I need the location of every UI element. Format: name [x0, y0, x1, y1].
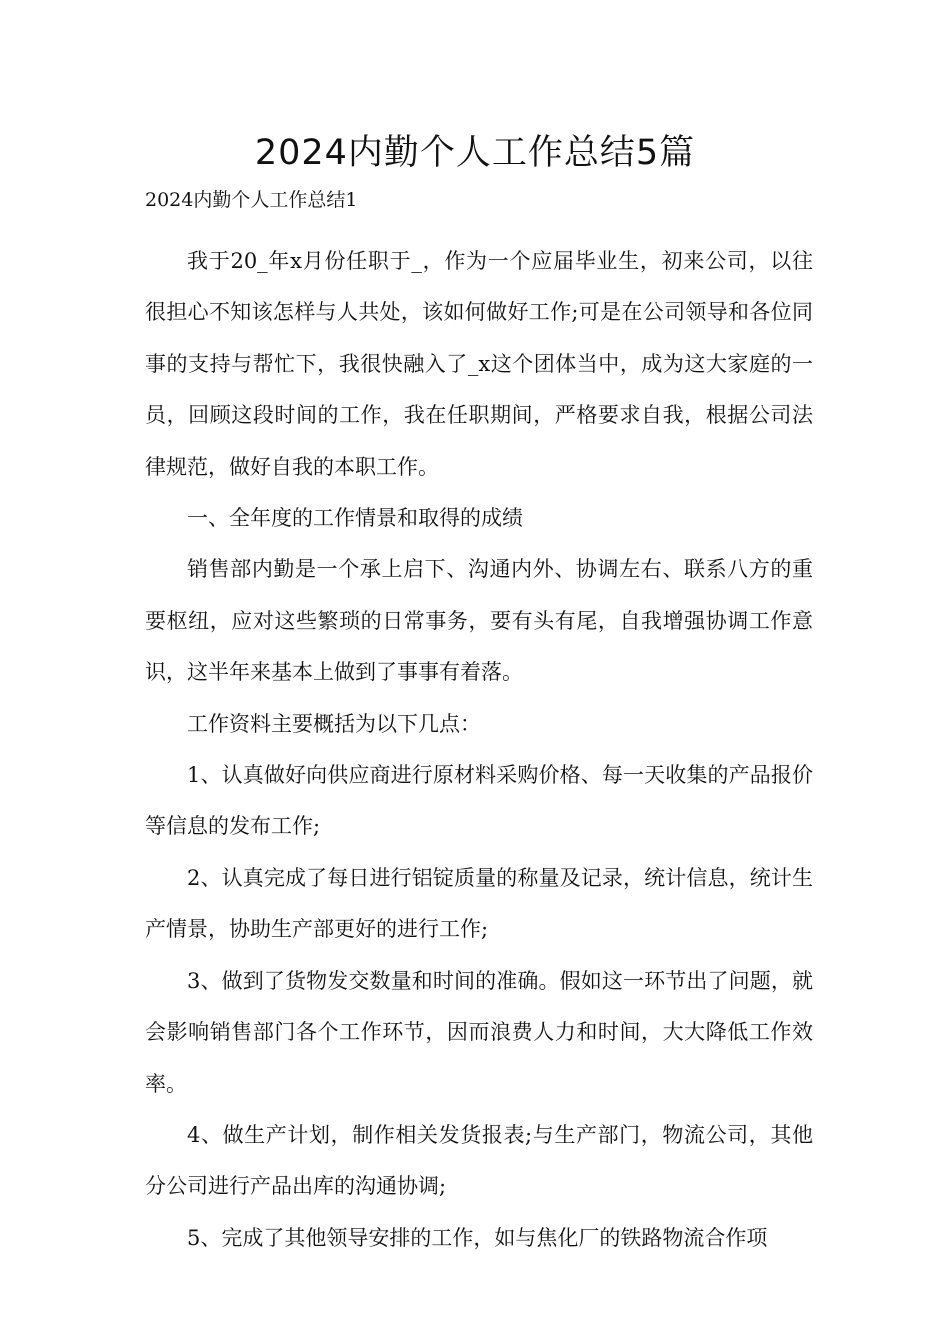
list-item-3: 3、做到了货物发交数量和时间的准确。假如这一环节出了问题，就会影响销售部门各个工作环节，因而浪费人力和时间，大大降低工作效率。 — [145, 968, 813, 1096]
list-item-4: 4、做生产计划，制作相关发货报表;与生产部门，物流公司，其他分公司进行产品出库的沟通协调; — [145, 1122, 813, 1199]
paragraph-sales-role: 销售部内勤是一个承上启下、沟通内外、协调左右、联系八方的重要枢纽，应对这些繁琐的日常事务，要有头有尾，自我增强协调工作意识，这半年来基本上做到了事事有着落。 — [145, 557, 813, 685]
document-body — [145, 236, 813, 1264]
section-subtitle: 2024内勤个人工作总结1 — [145, 189, 358, 211]
paragraph-summary-lead: 工作资料主要概括为以下几点： — [187, 711, 481, 736]
paragraph-heading: 一、全年度的工作情景和取得的成绩 — [187, 506, 523, 531]
document-title: 2024内勤个人工作总结5篇 — [254, 133, 696, 173]
list-item-2: 2、认真完成了每日进行铝锭质量的称量及记录，统计信息，统计生产情景，协助生产部更好的进行工作; — [145, 865, 813, 942]
list-item-5: 5、完成了其他领导安排的工作，如与焦化厂的铁路物流合作项 — [187, 1225, 768, 1250]
list-item-1: 1、认真做好向供应商进行原材料采购价格、每一天收集的产品报价等信息的发布工作; — [145, 763, 813, 839]
paragraph-intro: 我于20_年x月份任职于_，作为一个应届毕业生，初来公司，以往很担心不知该怎样与人共处，该如何做好工作;可是在公司领导和各位同事的支持与帮忙下，我很快融入了_x这个团体当中，成为这大家庭的一员，回顾这段时间的工作，我在任职期间，严格要求自我，根据公司法律规范，做好自我的本职工作。 — [145, 249, 813, 479]
